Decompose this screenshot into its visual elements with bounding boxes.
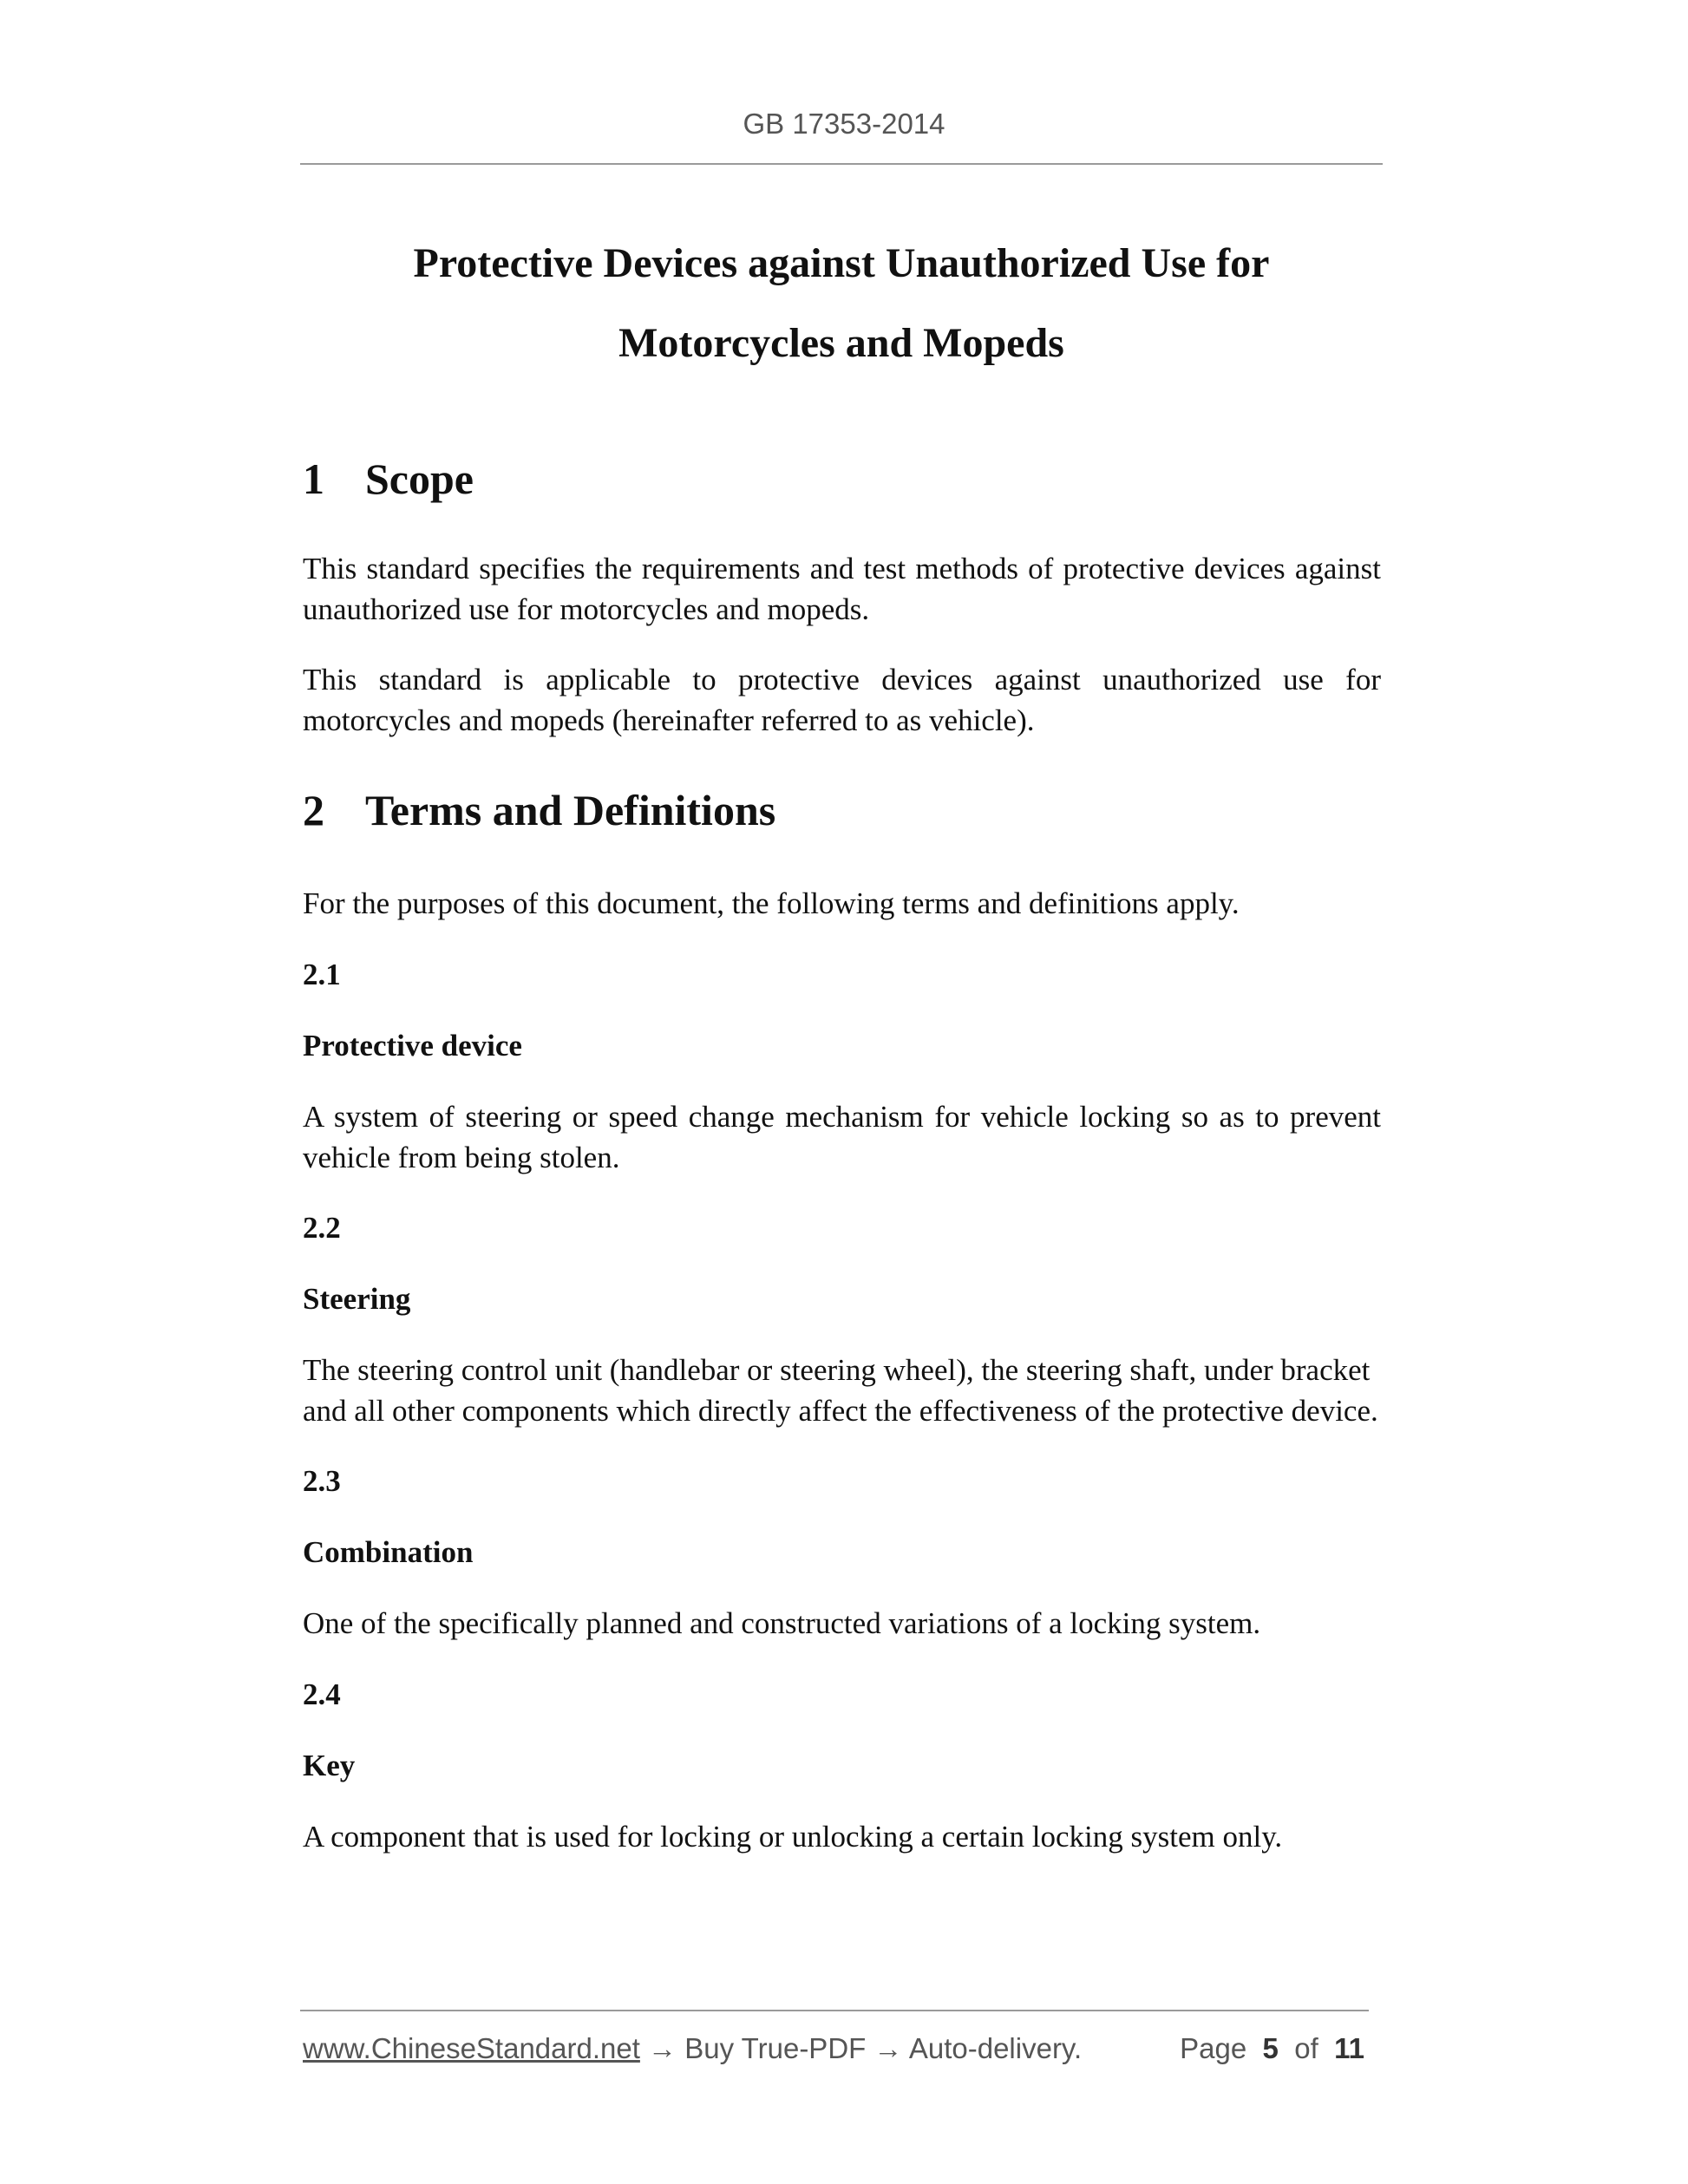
section-heading-terms-and-definitions [303, 784, 775, 836]
arrow-right-icon: → [648, 2032, 677, 2064]
scope-paragraph-1: This standard specifies the requirements and test methods of protective devices against unauthorized use for motorcycles and mopeds. [303, 552, 1381, 626]
header-divider [300, 163, 1383, 165]
clause-number-2-1: 2.1 [303, 958, 341, 991]
footer-divider [300, 2010, 1369, 2011]
clause-number-2-2: 2.2 [303, 1211, 341, 1245]
section-heading-scope [303, 453, 474, 505]
page-indicator [1180, 2030, 1364, 2068]
footer-buy-text: Buy True-PDF [684, 2032, 867, 2064]
document-title [300, 224, 1383, 383]
page-total-number: 11 [1334, 2032, 1364, 2064]
term-name-protective-device: Protective device [303, 1029, 522, 1063]
header-standard-code: GB 17353-2014 [743, 108, 945, 140]
term-definition-protective-device: A system of steering or speed change mechanism for vehicle locking so as to prevent vehicle from being stolen. [303, 1100, 1381, 1174]
section-number: 1 [303, 454, 324, 503]
term-definition-steering: The steering control unit (handlebar or steering wheel), the steering shaft, under bracket and all other components which directly affect the effectiveness of the protective device. [303, 1353, 1378, 1428]
section-title: Scope [365, 454, 474, 503]
document-title-line-2: Motorcycles and Mopeds [618, 320, 1064, 366]
page-current-number: 5 [1262, 2032, 1279, 2064]
page-word: Page [1180, 2032, 1247, 2064]
term-definition-combination: One of the specifically planned and constructed variations of a locking system. [303, 1606, 1261, 1640]
clause-number-2-4: 2.4 [303, 1677, 341, 1711]
term-name-combination: Combination [303, 1535, 474, 1569]
term-definition-key: A component that is used for locking or unlocking a certain locking system only. [303, 1820, 1283, 1854]
footer-website-link[interactable]: www.ChineseStandard.net [303, 2032, 640, 2064]
page-of-word: of [1294, 2032, 1318, 2064]
scope-paragraph-2: This standard is applicable to protective devices against unauthorized use for motorcycles and mopeds (hereinafter referred to as vehicle). [303, 663, 1381, 737]
term-name-steering: Steering [303, 1282, 411, 1316]
terms-intro-paragraph: For the purposes of this document, the following terms and definitions apply. [303, 886, 1240, 920]
document-title-line-1: Protective Devices against Unauthorized Use for [413, 240, 1270, 286]
section-title: Terms and Definitions [365, 786, 776, 834]
arrow-right-icon: → [873, 2032, 903, 2064]
section-number: 2 [303, 786, 324, 834]
footer-delivery-text: Auto-delivery. [908, 2032, 1083, 2064]
page-footer [303, 2030, 1369, 2068]
clause-number-2-3: 2.3 [303, 1464, 341, 1498]
term-name-key: Key [303, 1749, 356, 1782]
